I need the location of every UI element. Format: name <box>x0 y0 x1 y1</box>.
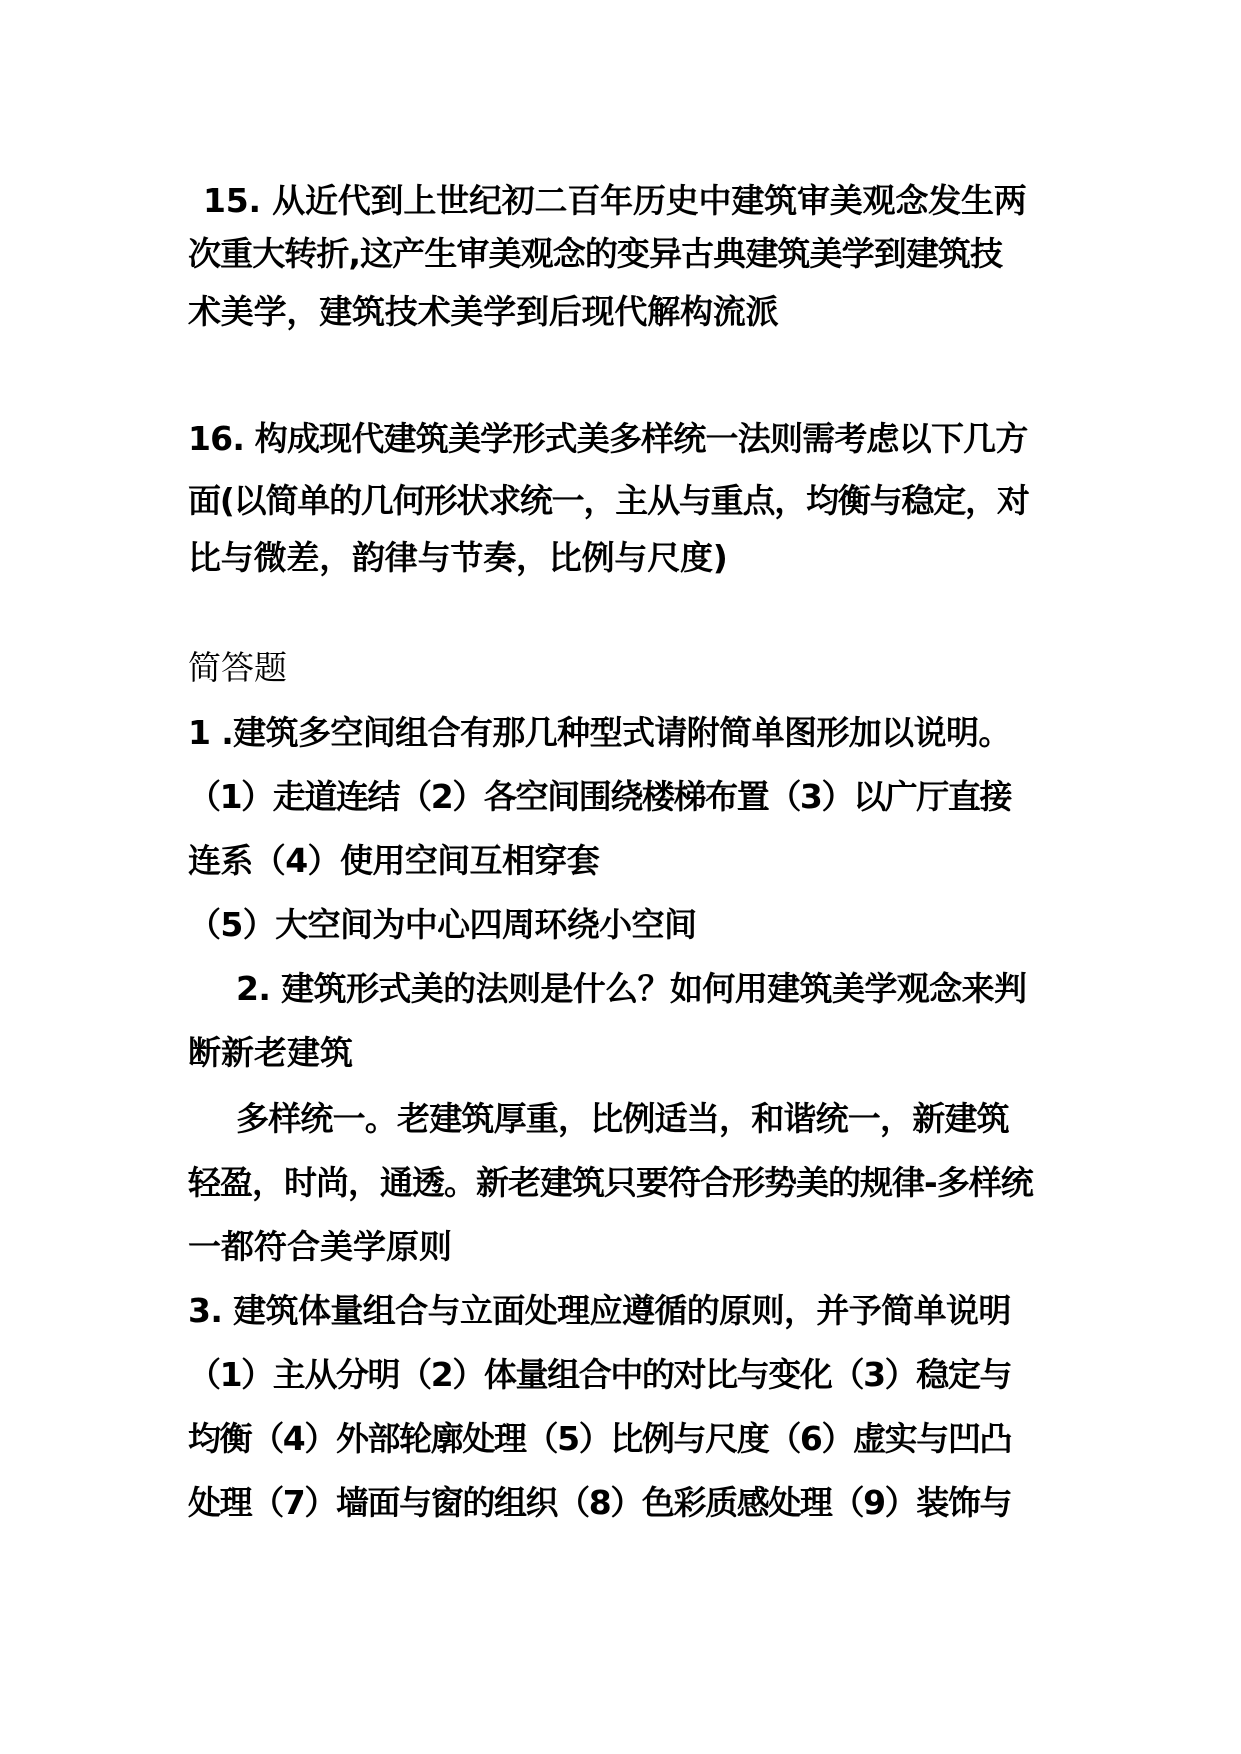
text-line: 面(以简单的几何形状求统一，主从与重点，均衡与稳定，对 <box>188 481 1029 520</box>
text-line: 次重大转折,这产生审美观念的变异古典建筑美学到建筑技 <box>188 234 1003 273</box>
text-line: 术美学，建筑技术美学到后现代解构流派 <box>188 292 779 331</box>
answer-line: （5）大空间为中心四周环绕小空间 <box>188 905 697 944</box>
question-line: 3. 建筑体量组合与立面处理应遵循的原则，并予简单说明 <box>188 1291 1011 1330</box>
answer-line: 连系（4）使用空间互相穿套 <box>188 841 600 880</box>
answer-line: 均衡（4）外部轮廓处理（5）比例与尺度（6）虚实与凹凸 <box>188 1419 1012 1458</box>
answer-line: 一都符合美学原则 <box>188 1227 452 1266</box>
answer-line: 处理（7）墙面与窗的组织（8）色彩质感处理（9）装饰与 <box>188 1483 1012 1522</box>
section-heading: 简答题 <box>188 648 287 687</box>
answer-line: （1）主从分明（2）体量组合中的对比与变化（3）稳定与 <box>188 1355 1012 1394</box>
answer-line: （1）走道连结（2）各空间围绕楼梯布置（3）以广厅直接 <box>188 777 1012 816</box>
answer-line: 多样统一。老建筑厚重，比例适当，和谐统一，新建筑 <box>236 1099 1009 1138</box>
text-line: 16. 构成现代建筑美学形式美多样统一法则需考虑以下几方 <box>188 419 1028 458</box>
text-line: 比与微差，韵律与节奏，比例与尺度) <box>188 538 728 577</box>
text-line: 15. 从近代到上世纪初二百年历史中建筑审美观念发生两 <box>203 181 1027 220</box>
question-line: 2. 建筑形式美的法则是什么？如何用建筑美学观念来判 <box>236 969 1027 1008</box>
question-line: 断新老建筑 <box>188 1033 353 1072</box>
question-line: 1 .建筑多空间组合有那几种型式请附简单图形加以说明。 <box>188 713 1011 752</box>
answer-line: 轻盈，时尚，通透。新老建筑只要符合形势美的规律-多样统 <box>188 1163 1033 1202</box>
